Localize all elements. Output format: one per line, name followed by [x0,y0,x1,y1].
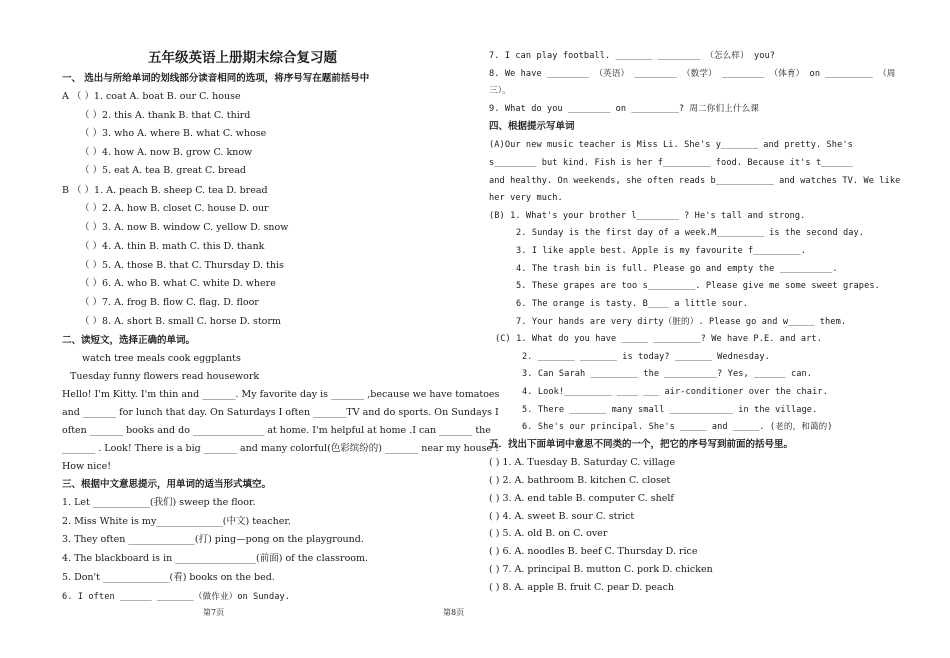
fill-in-item: 三）。 [489,86,511,96]
question-line: （ ）4. A. thin B. math C. this D. thank [80,241,265,252]
section-5-heading: 五．找出下面单词中意思不同类的一个，把它的序号写到前面的括号里。 [489,439,794,450]
question-line: A （ ）1. coat A. boat B. our C. house [62,91,241,102]
hint-item: 2. _______ _______ is today? _______ Wednesday. [522,352,770,362]
question-line: （ ）7. A. frog B. flow C. flag. D. floor [80,297,259,308]
fill-in-item: 8. We have ________ （英语） ________ （数学） ________ （体育） on _________ （周 [489,69,896,79]
fill-in-item: 3. They often ______________(打) ping—pong on the playground. [62,534,364,545]
section-3-heading: 三、根据中文意思提示，用单词的适当形式填空。 [62,479,272,490]
hint-item: 4. The trash bin is full. Please go and empty the __________. [516,264,838,274]
classify-item: ( ) 7. A. principal B. mutton C. pork D. chicken [489,564,713,575]
passage-line: (A)Our new music teacher is Miss Li. She's y_______ and pretty. She's [489,140,853,150]
question-line: （ ）3. who A. where B. what C. whose [80,128,267,139]
word-bank: watch tree meals cook eggplants [82,353,241,364]
question-line: （ ）3. A. now B. window C. yellow D. snow [80,222,289,233]
classify-item: ( ) 4. A. sweet B. sour C. strict [489,511,635,522]
fill-in-item: 2. Miss White is my______________(中文) teacher. [62,516,291,527]
question-line: （ ）6. A. who B. what C. white D. where [80,278,276,289]
hint-item: 3. Can Sarah _________ the __________? Yes, ______ can. [522,369,813,379]
fill-in-item: 6. I often ______ _______（做作业）on Sunday. [62,592,291,602]
fill-in-item: 1. Let ____________(我们) sweep the floor. [62,497,256,508]
exam-title: 五年级英语上册期末综合复习题 [148,50,337,66]
hint-item: 6. The orange is tasty. B____ a little sour. [516,299,749,309]
classify-item: ( ) 8. A. apple B. fruit C. pear D. peach [489,582,675,593]
section-2-heading: 二、读短文，选择正确的单词。 [62,335,196,346]
section-4-heading: 四、根据提示写单词 [489,121,575,132]
question-line: B （ ）1. A. peach B. sheep C. tea D. bread [62,185,268,196]
passage-line: Hello! I'm Kitty. I'm thin and _______. My favorite day is _______ ,because we have tomatoes [62,389,500,400]
page-number-left: 第7页 [203,608,225,617]
passage-line: her very much. [489,193,563,203]
classify-item: ( ) 6. A. noodles B. beef C. Thursday D. rice [489,546,698,557]
hint-item: 4. Look!_________ ____ ___ air-conditioner over the chair. [522,387,828,397]
hint-item: 6. She's our principal. She's _____ and _____. (老的，和蔼的) [522,422,833,432]
question-line: （ ）8. A. short B. small C. horse D. storm [80,316,281,327]
classify-item: ( ) 5. A. old B. on C. over [489,528,608,539]
question-line: （ ）5. eat A. tea B. great C. bread [80,165,246,176]
hint-item: (C) 1. What do you have _____ _________? We have P.E. and art. [495,334,822,344]
question-line: （ ）5. A. those B. that C. Thursday D. this [80,260,284,271]
page-number-right: 第8页 [443,608,465,617]
fill-in-item: 9. What do you ________ on _________? 周二你们上什么课 [489,104,759,114]
section-1-heading: 一、 选出与所给单词的划线部分读音相同的选项，将序号写在题前括号中 [62,73,370,84]
classify-item: ( ) 3. A. end table B. computer C. shelf [489,493,674,504]
fill-in-item: 4. The blackboard is in _________________(前面) of the classroom. [62,553,369,564]
question-line: （ ）4. how A. now B. grow C. know [80,147,253,158]
fill-in-item: 7. I can play football. _______ ________ （怎么样） you? [489,51,776,61]
hint-item: 5. These grapes are too s_________. Please give me some sweet grapes. [516,281,880,291]
hint-item: 5. There _______ many small ____________ in the village. [522,405,818,415]
hint-item: 7. Your hands are very dirty（脏的）. Please go and w_____ them. [516,317,847,327]
question-line: （ ）2. this A. thank B. that C. third [80,110,251,121]
passage-line: and _______ for lunch that day. On Saturdays I often _______TV and do sports. On Sundays I [62,407,499,418]
fill-in-item: 5. Don't ______________(看) books on the bed. [62,572,275,583]
hint-item: (B) 1. What's your brother l________ ? He's tall and strong. [489,211,806,221]
passage-line: s________ but kind. Fish is her f_________ food. Because it's t______ [489,158,853,168]
passage-line: _______ . Look! There is a big _______ and many colorful(色彩缤纷的) _______ near my house ! [62,443,499,454]
classify-item: ( ) 1. A. Tuesday B. Saturday C. village [489,457,676,468]
classify-item: ( ) 2. A. bathroom B. kitchen C. closet [489,475,671,486]
word-bank: Tuesday funny flowers read housework [70,371,260,382]
passage-line: How nice! [62,461,112,472]
question-line: （ ）2. A. how B. closet C. house D. our [80,203,269,214]
hint-item: 3. I like apple best. Apple is my favourite f_________. [516,246,807,256]
hint-item: 2. Sunday is the first day of a week.M_________ is the second day. [516,228,865,238]
passage-line: and healthy. On weekends, she often reads b___________ and watches TV. We like [489,176,901,186]
passage-line: often _______ books and do _______________ at home. I'm helpful at home .I can _______ the [62,425,491,436]
